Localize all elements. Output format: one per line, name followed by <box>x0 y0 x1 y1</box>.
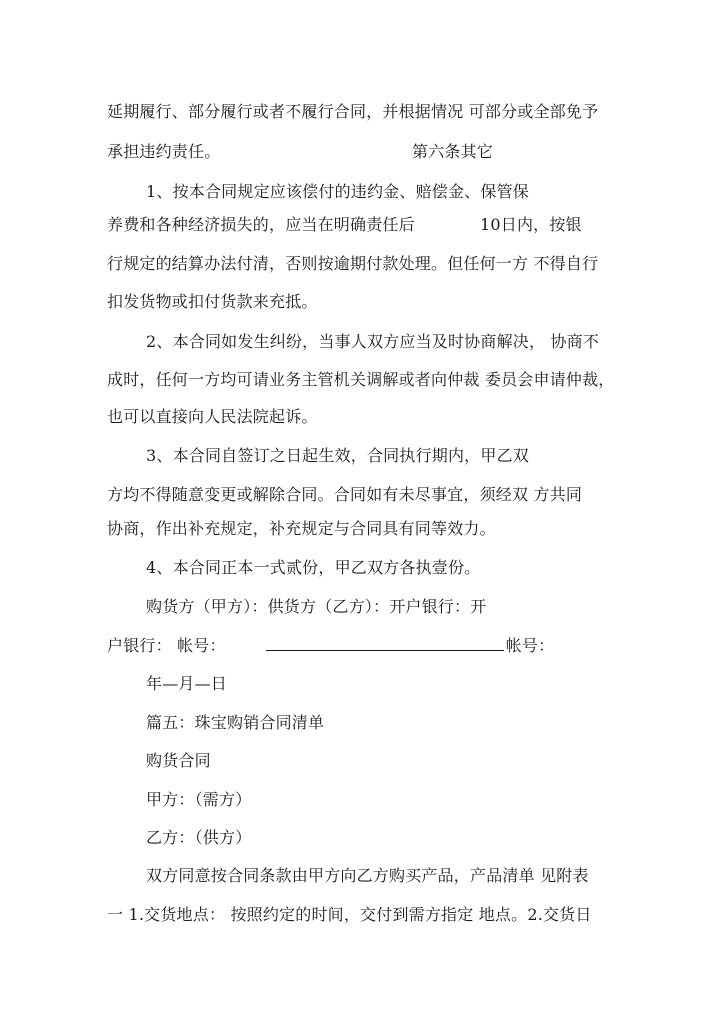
account-label-2: 帐号： <box>505 636 555 655</box>
delivery-line: 一 1.交货地点： 按照约定的时间，交付到需方指定 地点。2.交货日 <box>107 905 592 924</box>
contract-title: 购货合同 <box>146 751 211 770</box>
text-line-5b: 10日内，按银 <box>480 215 582 234</box>
signature-parties-line: 购货方（甲方）：供货方（乙方）：开户银行：开 <box>146 597 487 616</box>
text-line-9: 成时，任何一方均可请业务主管机关调解或者向仲裁 委员会申请仲裁， <box>107 370 615 389</box>
text-line-1: 延期履行、部分履行或者不履行合同，并根据情况 可部分或全部免予 <box>107 102 599 121</box>
text-line-10: 也可以直接向人民法院起诉。 <box>107 407 318 426</box>
text-line-13: 协商，作出补充规定，补充规定与合同具有同等效力。 <box>107 519 496 538</box>
bank-account-label: 户银行： 帐号： <box>107 636 226 655</box>
text-line-5a: 养费和各种经济损失的，应当在明确责任后 <box>107 215 415 234</box>
text-line-6: 行规定的结算办法付清，否则按逾期付款处理。但任何一方 不得自行 <box>107 254 599 273</box>
text-line-clause-3: 3、本合同自签订之日起生效，合同执行期内，甲乙双 <box>146 446 529 465</box>
text-line-2: 承担违约责任。 <box>107 142 221 161</box>
party-b-line: 乙方：（供方） <box>146 828 252 847</box>
party-a-line: 甲方：（需方） <box>146 790 252 809</box>
date-line: 年—月—日 <box>146 674 228 693</box>
text-line-clause-4: 4、本合同正本一式贰份，甲乙双方各执壹份。 <box>146 558 481 577</box>
chapter-five-title: 篇五：珠宝购销合同清单 <box>146 713 325 732</box>
bank-account-line <box>107 636 554 656</box>
text-line-7: 扣发货物或扣付货款来充抵。 <box>107 292 318 311</box>
account-blank-underline <box>266 636 504 651</box>
section-heading-article-6: 第六条其它 <box>412 142 494 161</box>
agreement-line: 双方同意按合同条款由甲方向乙方购买产品，产品清单 见附表 <box>146 866 589 885</box>
text-line-clause-2: 2、本合同如发生纠纷，当事人双方应当及时协商解决， 协商不 <box>146 332 600 351</box>
text-line-clause-1: 1、按本合同规定应该偿付的违约金、赔偿金、保管保 <box>146 182 529 201</box>
text-line-12: 方均不得随意变更或解除合同。合同如有未尽事宜，须经双 方共同 <box>107 485 583 504</box>
